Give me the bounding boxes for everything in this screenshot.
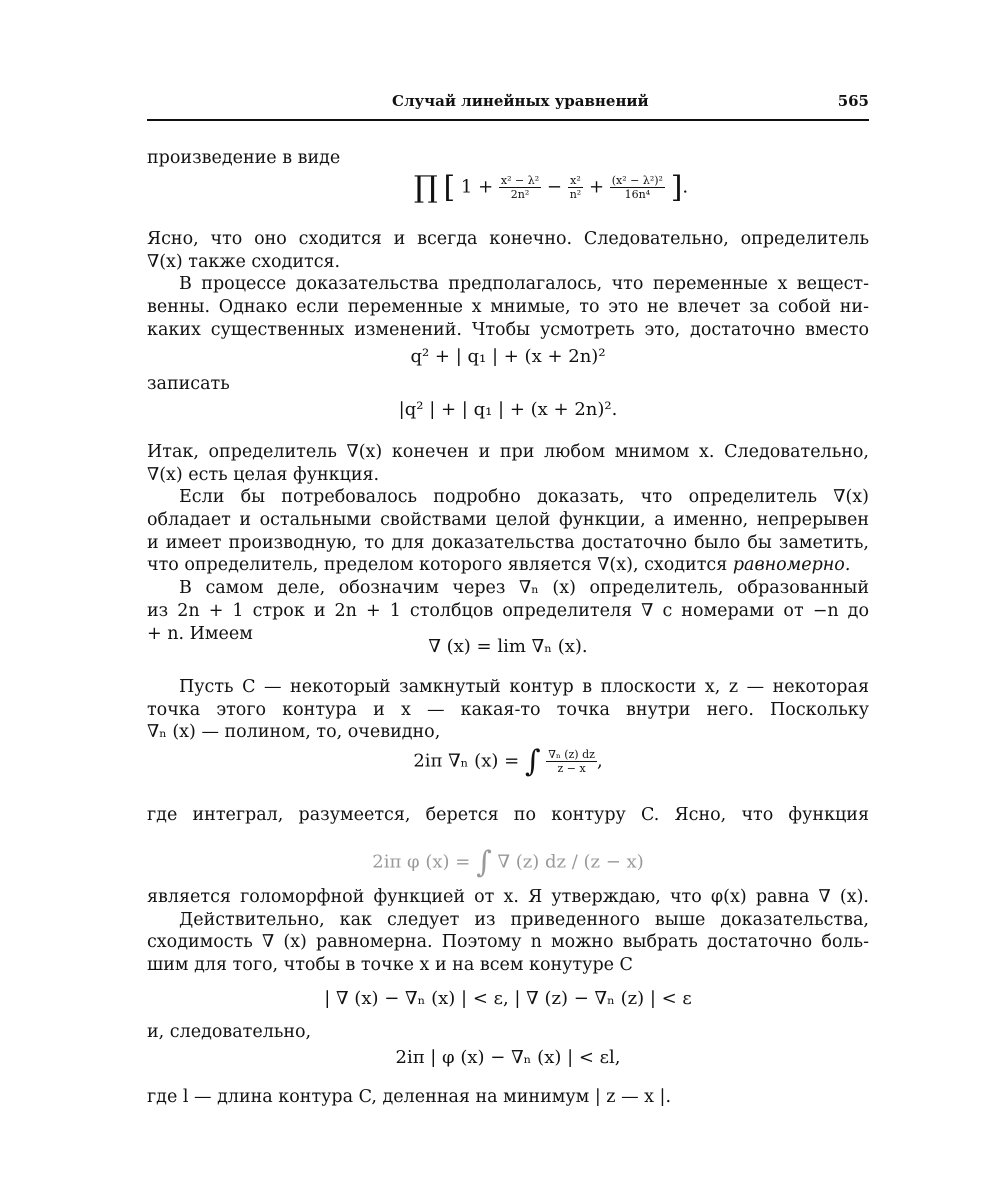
text-line: точка этого контура и x — какая-то точка внутри него. Поскольку — [147, 699, 869, 720]
page-number: 565 — [837, 92, 869, 110]
text-line: ∇ₙ (x) — полином, то, очевидно, — [147, 722, 441, 743]
fraction: $\frac{\text{x²}}{\text{n²}}$ — [569, 174, 582, 201]
text-line: Ясно, что оно сходится и всегда конечно. Следовательно, определитель — [147, 229, 869, 249]
paragraph — [147, 886, 869, 977]
header-rule — [147, 119, 869, 121]
text-line: Если бы потребовалось подробно доказать, что определитель ∇(x) — [179, 487, 869, 508]
emphasis: равномерно. — [732, 555, 851, 576]
equation-q-sum: q² + | q₁ | + (x + 2n)² — [410, 346, 606, 367]
paragraph — [147, 228, 869, 341]
text-line: где l — длина контура C, деленная на минимум | z — x |. — [147, 1087, 672, 1107]
text-line: венны. Однако если переменные x мнимые, то это не влечет за собой ни- — [147, 297, 869, 318]
text-line: ∇(x) также сходится. — [147, 251, 341, 272]
fraction: $\frac{\text{x² − λ²}}{\text{2n²}}$ — [500, 174, 540, 201]
paragraph — [147, 676, 869, 744]
fraction: $\frac{\text{(x² − λ²)²}}{\text{16n⁴}}$ — [611, 174, 663, 201]
text-line: Действительно, как следует из приведенного выше доказательства, — [179, 909, 869, 930]
text-line: Итак, определитель ∇(x) конечен и при любом мнимом x. Следовательно, — [147, 442, 869, 462]
text-line: и имеет производную, то для доказательства достаточно было бы заметить, — [147, 532, 869, 553]
text-line: В самом деле, обозначим через ∇ₙ (x) определитель, образованный — [179, 578, 869, 599]
text-line: обладает и остальными свойствами целой функции, а именно, непрерывен — [147, 510, 869, 531]
text-line: каких существенных изменений. Чтобы усмотреть это, достаточно вместо — [147, 319, 869, 340]
text-line: ∇(x) есть целая функция. — [147, 464, 380, 485]
fraction: $\frac{\text{∇ₙ (z) dz}}{z - x}$ — [548, 748, 595, 775]
text-line: В процессе доказательства предполагалось, что переменные x вещест- — [179, 274, 869, 295]
text-line: является голоморфной функцией от x. Я утверждаю, что φ(x) равна ∇ (x). — [147, 887, 869, 907]
equation-final-bound: 2iπ | φ (x) − ∇ₙ (x) | < εl, — [395, 1047, 621, 1068]
product-equation: ∏ [ 1 + $\frac{\text{x² − λ²}}{\text{2n²}}$ − $\frac{\text{x²}}{\text{n²}}$ + $\frac{\text{(x² − λ²)²}}{\text{16n⁴}}$ ]. — [413, 170, 689, 205]
text-line: сходимость ∇ (x) равномерна. Поэтому n можно выбрать достаточно боль- — [147, 932, 869, 953]
text-line: шим для того, чтобы в точке x и на всем конутуре C — [147, 955, 633, 976]
paragraph — [147, 1021, 869, 1044]
text-line: из 2n + 1 строк и 2n + 1 столбцов определителя ∇ с номерами от −n до — [147, 600, 869, 621]
paragraph — [147, 147, 869, 170]
text-line: записать — [147, 374, 230, 394]
text-line: произведение в виде — [147, 148, 341, 168]
chapter-title: Случай линейных уравнений — [392, 92, 649, 110]
text-line: что определитель, пределом которого является ∇(x), сходится равномерно. — [147, 555, 851, 576]
paragraph — [147, 804, 869, 827]
text-line: Пусть C — некоторый замкнутый контур в плоскости x, z — некоторая — [179, 677, 869, 697]
running-header — [147, 92, 869, 116]
paragraph — [147, 373, 869, 396]
text-line: где интеграл, разумеется, берется по контуру C. Ясно, что функция — [147, 805, 869, 825]
equation-cauchy-integral: 2iπ ∇ₙ (x) = ∫ $\frac{\text{∇ₙ (z) dz}}{z - x}$ , — [413, 744, 603, 779]
paragraph — [147, 1086, 869, 1109]
product-symbol: ∏ — [413, 170, 438, 205]
paragraph — [147, 441, 869, 645]
equation-limit: ∇ (x) = lim ∇ₙ (x). — [428, 636, 588, 657]
equation-phi-integral: 2iπ φ (x) = ∫ ∇ (z) dz / (z − x) — [372, 845, 644, 880]
text-line: + n. Имеем — [147, 623, 253, 644]
text-line: и, следовательно, — [147, 1022, 312, 1042]
equation-q-abs-sum: |q² | + | q₁ | + (x + 2n)². — [398, 399, 618, 420]
equation-uniform-bound: | ∇ (x) − ∇ₙ (x) | < ε, | ∇ (z) − ∇ₙ (z) | < ε — [324, 988, 692, 1009]
